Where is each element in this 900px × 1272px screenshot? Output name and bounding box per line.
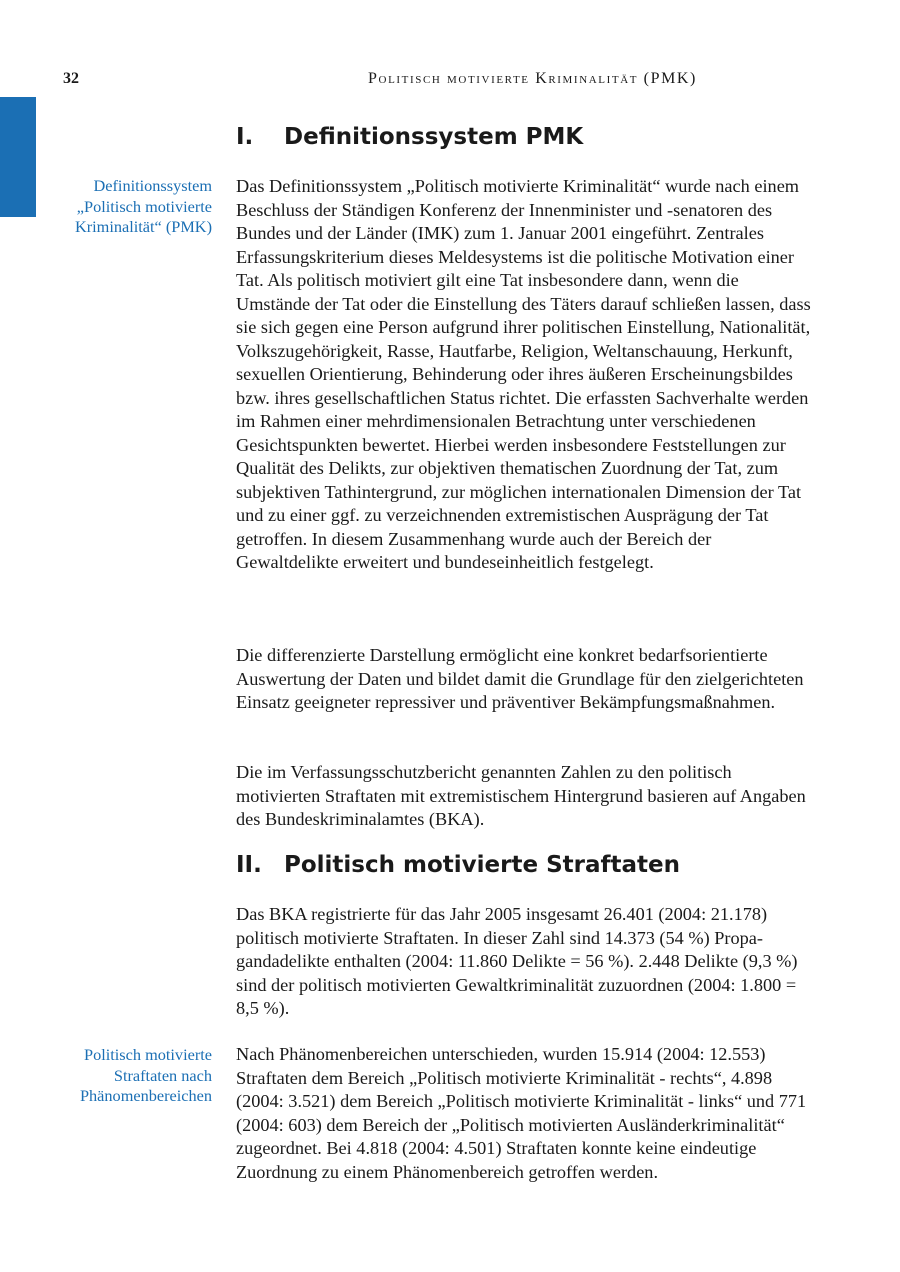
margin-note-definitionssystem: Definitionssystem „Politisch motivierte Kriminalität“ (PMK) bbox=[74, 176, 212, 236]
paragraph-darstellung: Die differenzierte Darstellung ermöglicht eine konkret bedarfsorientierte Auswertung der Daten und bildet damit die Grundlage für den zielgerichteten Einsatz geeigneter repressiver und präventiver Bekämpfungsmaßnahmen. bbox=[236, 645, 804, 712]
margin-note-phaenomenbereiche: Politisch motivierte Straftaten nach Phänomenbereichen bbox=[79, 1045, 212, 1105]
section-title-2: Politisch motivierte Straftaten bbox=[284, 852, 680, 878]
page-number: 32 bbox=[63, 70, 79, 87]
section-title-1: Definitionssystem PMK bbox=[284, 124, 584, 150]
section-heading-2 bbox=[236, 852, 680, 878]
paragraph-phaenomenbereiche: Nach Phänomenbereichen unterschieden, wurden 15.914 (2004: 12.553) Straftaten dem Bereich „Politisch motivierte Kriminalität - rechts“, 4.898 (2004: 3.521) dem Bereich „Politisch motivierte Kriminalität - links“ und 771 (2004: 603) dem Bereich der „Politisch motivierten Ausländerkriminalität“ zugeordnet. Bei 4.818 (2004: 4.501) Straftaten konnte keine eindeutige Zuordnung zu einem Phänomenbereich getroffen werden. bbox=[236, 1044, 807, 1182]
paragraph-zahlen-bka: Die im Verfassungsschutzbericht genannten Zahlen zu den politisch motivierten Straftaten mit extremistischem Hintergrund basieren auf Angaben des Bundeskriminalamtes (BKA). bbox=[236, 762, 806, 829]
chapter-marker-tab bbox=[0, 97, 36, 217]
running-header: Politisch motivierte Kriminalität (PMK) bbox=[368, 70, 697, 87]
paragraph-definition: Das Definitionssystem „Politisch motivierte Kriminalität“ wurde nach einem Beschluss der Ständigen Konferenz der Innenminister und -senatoren des Bundes und der Länder (IMK) zum 1. Januar 2001 eingeführt. Zentrales Erfassungskriterium dieses Meldesystems ist die politische Motivation einer Tat. Als politisch motiviert gilt eine Tat insbesondere dann, wenn die Umstände der Tat oder die Einstellung des Täters darauf schließen lassen, dass sie sich gegen eine Person aufgrund ihrer politischen Einstellung, Nationalität, Volkszugehörigkeit, Rasse, Hautfarbe, Religion, Weltanschauung, Herkunft, sexuellen Orientierung, Behinderung oder ihres äußeren Erscheinungsbildes bzw. ihres gesellschaftlichen Status richtet. Die erfassten Sachverhalte werden im Rahmen einer mehrdimensionalen Betrachtung unter verschiedenen Gesichtspunkten bewertet. Hierbei werden insbesondere Feststellungen zur Qualität des Delikts, zur objektiven thematischen Zuordnung der Tat, zum subjektiven Tathintergrund, zur möglichen internationalen Dimension der Tat und zu einer ggf. zu verzeichnenden extremistischen Ausprägung der Tat getroffen. In diesem Zusammenhang wurde auch der Bereich der Gewaltdelikte erweitert und bundeseinheitlich festgelegt. bbox=[236, 176, 811, 572]
section-number-2: II. bbox=[236, 852, 262, 878]
paragraph-bka-statistik: Das BKA registrierte für das Jahr 2005 insgesamt 26.401 (2004: 21.178) politisch motivierte Straftaten. In dieser Zahl sind 14.373 (54 %) Propagandadelikte enthalten (2004: 11.860 Delikte = 56 %). 2.448 Delikte (9,3 %) sind der politisch motivierten Gewaltkriminalität zuzuordnen (2004: 1.800 = 8,5 %). bbox=[236, 904, 798, 1018]
section-number-1: I. bbox=[236, 124, 254, 150]
section-heading-1 bbox=[236, 124, 583, 150]
